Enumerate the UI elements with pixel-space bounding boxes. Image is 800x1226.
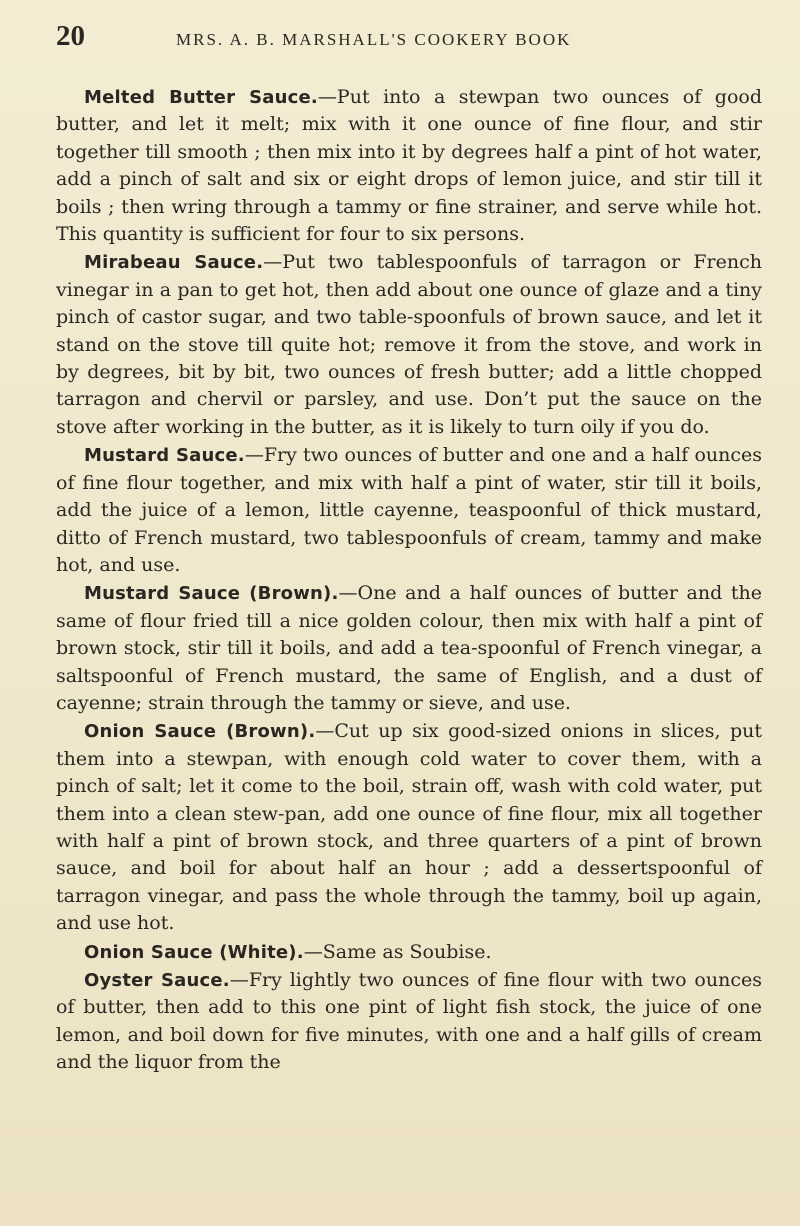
recipe-text: —Put into a stewpan two ounces of good butter, and let it melt; mix with it one ounce of fine flour, and stir together till smooth ; then mix into it by degrees half a pint of hot water, add a pinch of salt and six or eight drops of lemon juice, and stir till it boils ; then wring through a tammy or fine strainer, and serve while hot. This quantity is sufficient for four to six persons. — [56, 86, 762, 246]
recipe-text: —Fry two ounces of butter and one and a half ounces of fine flour together, and mix with half a pint of water, stir till it boils, add the juice of a lemon, little cayenne, teaspoonful of thick mustard, ditto of French mustard, two tablespoonfuls of cream, tammy and make hot, and use. — [56, 444, 762, 576]
recipe-text: —Fry lightly two ounces of fine flour with two ounces of butter, then add to this one pint of light fish stock, the juice of one lemon, and boil down for five minutes, with one and a half gills of cream and the liquor from the — [56, 969, 762, 1074]
recipe-onion-sauce-white — [56, 939, 762, 966]
recipe-title: Oyster Sauce. — [84, 970, 230, 991]
recipe-title: Melted Butter Sauce. — [84, 87, 318, 108]
recipe-text: —One and a half ounces of butter and the same of flour fried till a nice golden colour, then mix with half a pint of brown stock, stir till it boils, and add a tea-spoonful of French vinegar, a saltspoonful of French mustard, the same of English, and a dust of cayenne; strain through the tammy or sieve, and use. — [56, 582, 762, 714]
recipe-title: Mustard Sauce. — [84, 445, 245, 467]
book-title: MRS. A. B. MARSHALL'S COOKERY BOOK — [176, 30, 572, 49]
recipe-title: Onion Sauce (White). — [84, 941, 304, 963]
recipe-mustard-sauce-brown — [56, 580, 762, 717]
recipe-title: Mirabeau Sauce. — [84, 252, 264, 274]
running-head — [56, 20, 762, 72]
recipe-text: —Cut up six good-sized onions in slices, put them into a stewpan, with enough cold water to cover them, with a pinch of salt; let it come to the boil, strain off, wash with cold water, put them into a clean stew-pan, add one ounce of fine flour, mix all together with half a pint of brown stock, and three quarters of a pint of brown sauce, and boil for about half an hour ; add a dessertspoonful of tarragon vinegar, and pass the whole through the tammy, boil up again, and use hot. — [56, 720, 763, 935]
recipe-mustard-sauce — [56, 442, 762, 579]
recipe-melted-butter-sauce — [56, 84, 762, 248]
recipe-title: Onion Sauce (Brown). — [84, 721, 316, 743]
recipe-list — [56, 84, 762, 1077]
recipe-text: —Put two tablespoonfuls of tarragon or French vinegar in a pan to get hot, then add about one ounce of glaze and a tiny pinch of castor sugar, and two table-spoonfuls of brown sauce, and let it stand on the stove till quite hot; remove it from the stove, and work in by degrees, bit by bit, two ounces of fresh butter; add a little chopped tarragon and chervil or parsley, and use. Don’t put the sauce on the stove after working in the butter, as it is likely to turn oily if you do. — [56, 251, 762, 438]
recipe-text: —Same as Soubise. — [303, 940, 492, 963]
recipe-onion-sauce-brown — [56, 718, 762, 937]
recipe-title: Mustard Sauce (Brown). — [84, 583, 339, 605]
page-number: 20 — [56, 20, 85, 52]
recipe-oyster-sauce — [56, 967, 762, 1077]
recipe-mirabeau-sauce — [56, 249, 762, 441]
